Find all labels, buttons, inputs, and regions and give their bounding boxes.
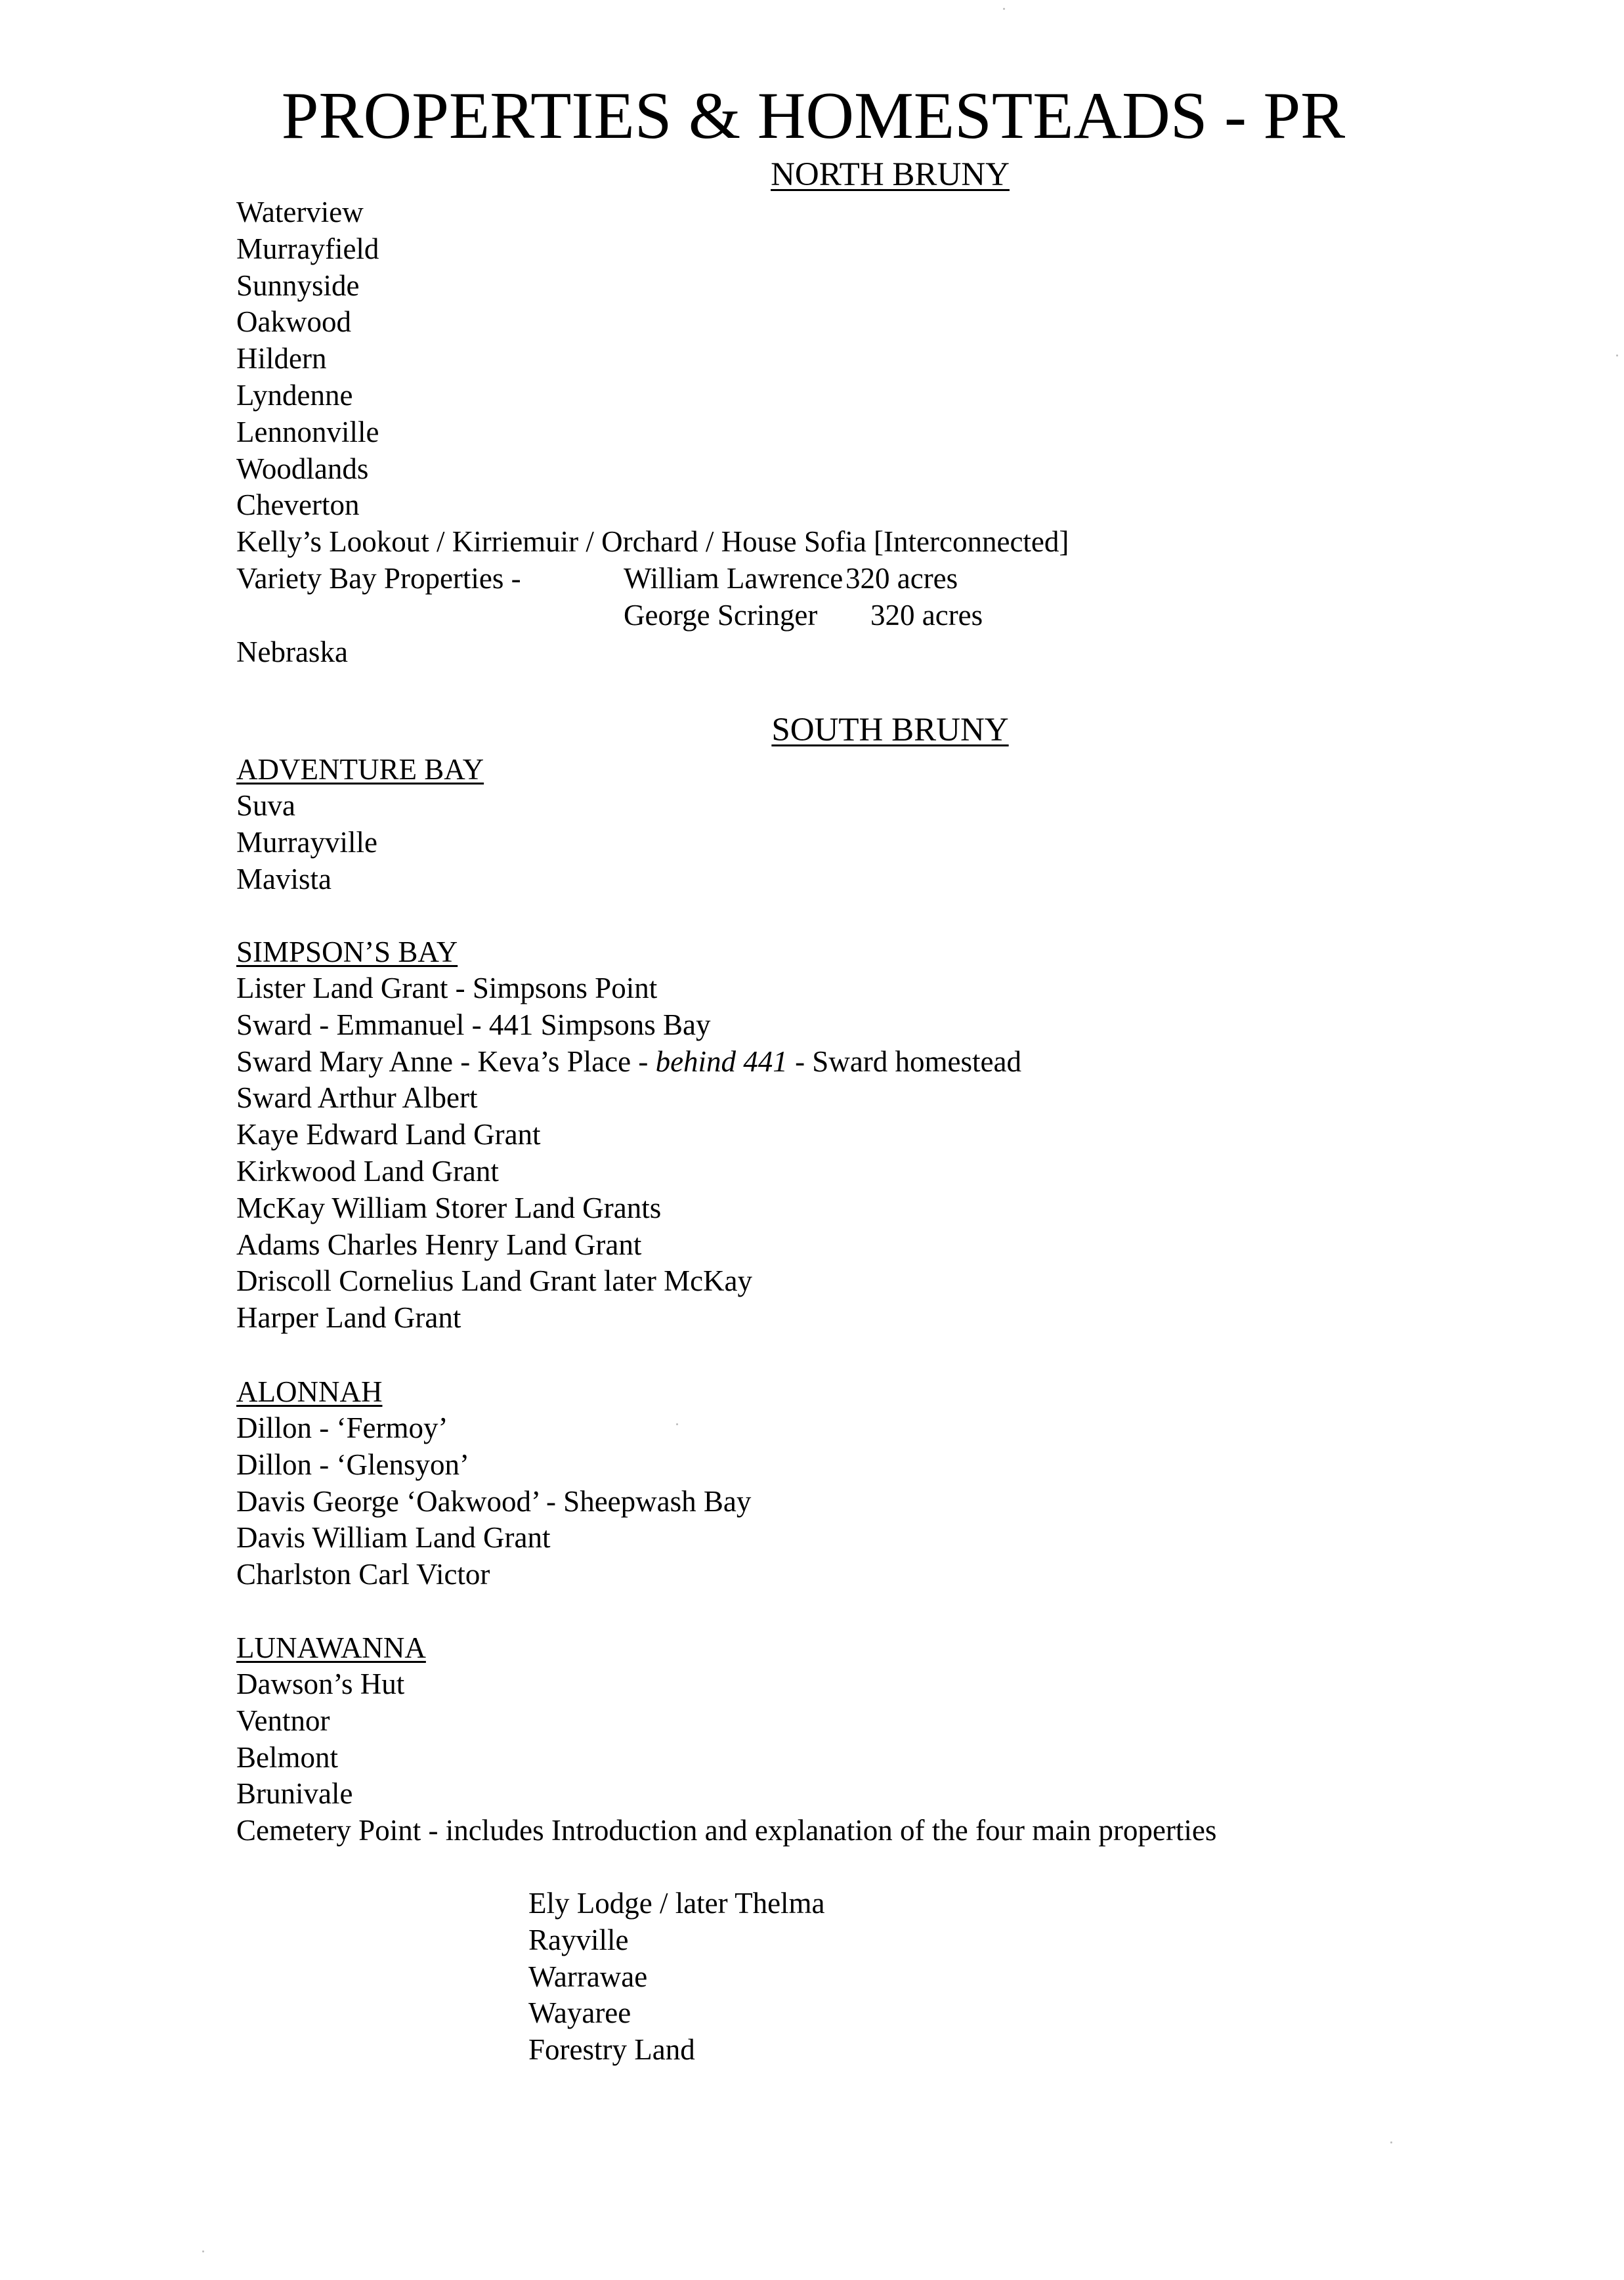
list-item: Cemetery Point - includes Introduction and explanation of the four main properties xyxy=(236,1814,1217,1847)
list-item: Ely Lodge / later Thelma xyxy=(528,1887,825,1920)
north-bruny-heading: NORTH BRUNY xyxy=(771,156,1010,193)
scan-speck xyxy=(676,1423,678,1425)
list-item: Rayville xyxy=(528,1923,629,1956)
alonnah-heading: ALONNAH xyxy=(236,1375,383,1408)
list-item: Mavista xyxy=(236,862,331,895)
owner-name: George Scringer xyxy=(624,598,818,632)
list-item: Driscoll Cornelius Land Grant later McKay xyxy=(236,1264,753,1298)
list-item xyxy=(236,1044,1021,1081)
list-item: Kirkwood Land Grant xyxy=(236,1154,499,1188)
list-item: Kaye Edward Land Grant xyxy=(236,1118,541,1151)
simpsons-bay-list xyxy=(236,970,1021,1337)
owner-acres: 320 acres xyxy=(845,561,958,595)
list-item: Woodlands xyxy=(236,452,369,485)
list-item: Cheverton xyxy=(236,488,360,522)
list-item: Brunivale xyxy=(236,1777,353,1811)
list-item: Adams Charles Henry Land Grant xyxy=(236,1228,642,1261)
lunawanna-list xyxy=(236,1666,1216,1849)
list-item: Lennonville xyxy=(236,415,379,448)
north-bruny-list xyxy=(236,194,1069,561)
north-bruny-list-end xyxy=(236,634,1069,671)
variety-bay-label: Variety Bay Properties - xyxy=(236,561,521,595)
scan-speck xyxy=(1616,355,1618,356)
list-item: Lyndenne xyxy=(236,378,353,412)
list-item: Dawson’s Hut xyxy=(236,1667,405,1700)
list-item: Waterview xyxy=(236,196,364,228)
list-item: Sunnyside xyxy=(236,269,360,302)
list-item: Hildern xyxy=(236,342,327,376)
list-item: Kelly’s Lookout / Kirriemuir / Orchard / House Sofia [Interconnected] xyxy=(236,525,1069,559)
list-item: Warrawae xyxy=(528,1960,648,1993)
sward-mary-text: Sward Mary Anne - Keva’s Place - xyxy=(236,1044,656,1078)
list-item: Dillon - ‘Fermoy’ xyxy=(236,1411,448,1444)
list-item: Belmont xyxy=(236,1740,338,1774)
north-bruny-section xyxy=(236,194,1069,670)
south-bruny-heading: SOUTH BRUNY xyxy=(771,712,1009,748)
list-item: Murrayfield xyxy=(236,232,379,265)
list-item: Oakwood xyxy=(236,305,351,339)
list-item: Charlston Carl Victor xyxy=(236,1558,490,1591)
scan-speck xyxy=(202,2250,204,2252)
scan-speck xyxy=(1390,2141,1392,2143)
list-item: Lister Land Grant - Simpsons Point xyxy=(236,972,658,1004)
alonnah-list xyxy=(236,1410,751,1593)
list-item: Nebraska xyxy=(236,635,348,668)
alonnah-section xyxy=(236,1373,751,1593)
scan-speck xyxy=(1003,8,1005,10)
list-item: McKay William Storer Land Grants xyxy=(236,1191,662,1224)
list-item: Wayaree xyxy=(528,1996,631,2030)
variety-bay-row xyxy=(236,597,1069,634)
adventure-bay-list xyxy=(236,788,484,897)
simpsons-bay-section xyxy=(236,934,1021,1337)
sward-mary-after: - Sward homestead xyxy=(787,1044,1021,1078)
owner-name: William Lawrence xyxy=(624,561,844,595)
page-title: PROPERTIES & HOMESTEADS - PR xyxy=(281,79,1346,153)
lunawanna-section xyxy=(236,1629,1216,1849)
list-item: Murrayville xyxy=(236,825,377,859)
variety-bay-row xyxy=(236,561,1069,597)
simpsons-bay-heading: SIMPSON’S BAY xyxy=(236,936,458,968)
list-item: Forestry Land xyxy=(528,2033,695,2067)
cemetery-point-properties xyxy=(528,1885,825,2069)
owner-acres: 320 acres xyxy=(870,598,983,632)
list-item: Dillon - ‘Glensyon’ xyxy=(236,1448,469,1481)
list-item: Ventnor xyxy=(236,1704,330,1737)
list-item: Sward - Emmanuel - 441 Simpsons Bay xyxy=(236,1008,711,1041)
adventure-bay-section xyxy=(236,751,484,897)
list-item: Suva xyxy=(236,789,295,822)
cemetery-point-list xyxy=(528,1885,825,2069)
sward-mary-italic: behind 441 xyxy=(655,1044,788,1078)
list-item: Davis George ‘Oakwood’ - Sheepwash Bay xyxy=(236,1484,752,1518)
adventure-bay-heading: ADVENTURE BAY xyxy=(236,753,484,786)
lunawanna-heading: LUNAWANNA xyxy=(236,1631,426,1664)
list-item: Harper Land Grant xyxy=(236,1301,461,1335)
list-item: Sward Arthur Albert xyxy=(236,1081,478,1115)
list-item: Davis William Land Grant xyxy=(236,1521,551,1555)
